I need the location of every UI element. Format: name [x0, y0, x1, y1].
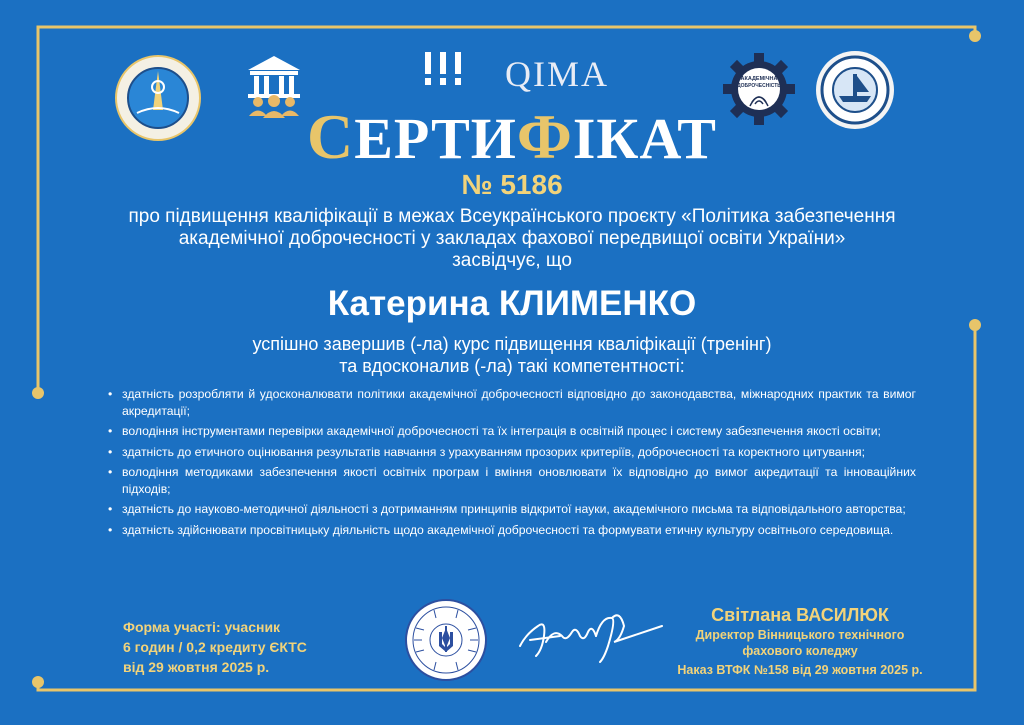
completion-line: та вдосконалив (-ла) такі компетентності: — [339, 356, 685, 376]
certificate-title: СЕРТИФІКАТ — [307, 101, 717, 172]
intro-line: академічної доброчесності у закладах фахової передвищої освіти України» — [178, 228, 846, 249]
completion-statement — [0, 333, 1024, 377]
certificate-number: № 5186 — [461, 169, 563, 200]
svg-text:ДОБРОЧЕСНІСТЬ: ДОБРОЧЕСНІСТЬ — [737, 83, 781, 89]
competence-item: • здатність здійснювати просвітницьку діяльність щодо академічної доброчесності та формувати етичну культуру освітнього середовища. — [108, 522, 894, 537]
partner-logo-text: QIMA — [505, 54, 609, 94]
participation-info — [123, 617, 307, 677]
competence-item: • здатність до етичного оцінювання результатів навчання з урахуванням прозорих критеріїв, доброчесності та коректного цитування; — [108, 444, 866, 459]
certificate-intro — [40, 206, 984, 272]
intro-line: засвідчує, що — [452, 250, 572, 271]
signer-role: фахового коледжу — [742, 644, 858, 658]
official-stamp-icon — [404, 598, 488, 682]
participation-hours: 6 годин / 0,2 кредиту ЄКТС — [123, 639, 307, 655]
partner-symbol-icon — [423, 50, 463, 88]
participation-date: від 29 жовтня 2025 р. — [123, 659, 270, 675]
recipient-name: Катерина КЛИМЕНКО — [327, 284, 697, 323]
competences-list — [108, 386, 916, 542]
signer-name: Світлана ВАСИЛЮК — [711, 605, 889, 625]
svg-text:АКАДЕМІЧНА: АКАДЕМІЧНА — [740, 76, 778, 82]
competence-item: • володіння інструментами перевірки академічної доброчесності та їх інтеграція в освітній процес і систему забезпечення якості освіти; — [108, 424, 881, 438]
competence-item: • здатність до науково-методичної діяльності з дотриманням принципів відкритої науки, академічного письма та відповідального авторства; — [108, 502, 906, 516]
order-reference: Наказ ВТФК №158 від 29 жовтня 2025 р. — [677, 663, 923, 677]
competence-item: • здатність розробляти й удосконалювати політики академічної доброчесності відповідно до законодавства, міжнародних практик та вимог акредитації; — [108, 387, 916, 418]
completion-line: успішно завершив (-ла) курс підвищення кваліфікації (тренінг) — [252, 334, 772, 354]
signer-role: Директор Вінницького технічного — [695, 628, 905, 642]
intro-line: про підвищення кваліфікації в межах Всеукраїнського проєкту «Політика забезпечення — [128, 206, 896, 227]
handwritten-signature — [516, 606, 666, 666]
participation-form: Форма участі: учасник — [123, 619, 281, 635]
signer-block — [655, 603, 945, 679]
competence-item: • володіння методиками забезпечення якості освітніх програм і вміння оновлювати їх відповідно до вимог акредитації та інноваційних підходів; — [108, 465, 916, 496]
